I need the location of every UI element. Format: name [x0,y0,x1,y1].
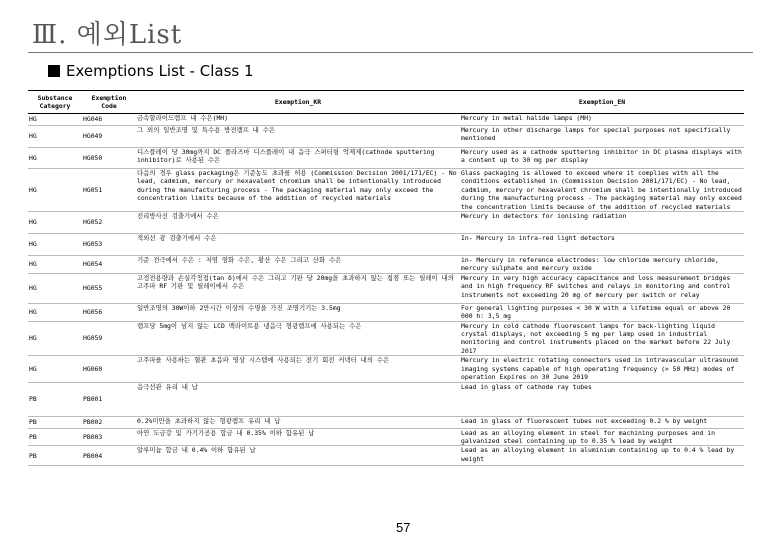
square-bullet-icon [48,65,60,77]
cell-exemption-code: HG060 [82,356,136,382]
cell-exemption-en: Mercury in metal halide lamps (MH) [460,114,744,126]
header-substance-category: Substance Category [28,91,82,114]
cell-exemption-code: HG049 [82,126,136,148]
cell-exemption-en: In- Mercury in infra-red light detectors [460,234,744,256]
cell-exemption-kr: 그 외의 일반조명 및 특수용 방전램프 내 수은 [136,126,460,148]
cell-exemption-kr: 음극선관 유리 내 납 [136,382,460,416]
cell-substance-category: PB [28,416,82,428]
cell-substance-category: HG [28,234,82,256]
title-divider [28,52,753,53]
table-row [28,428,744,446]
cell-exemption-code: HG055 [82,273,136,303]
cell-substance-category: HG [28,114,82,126]
cell-substance-category: PB [28,446,82,466]
cell-exemption-kr: 적외선 광 검출기에서 수은 [136,234,460,256]
table-row [28,256,744,274]
table-row [28,169,744,212]
cell-exemption-en: Lead in glass of fluorescent tubes not exceeding 0.2 % by weight [460,416,744,428]
cell-exemption-kr: 0.2%미만을 초과하지 않는 형광램프 유리 내 납 [136,416,460,428]
cell-exemption-kr: 기준 전극에서 수은 : 저염 염화 수은, 황산 수은 그리고 산화 수은 [136,256,460,274]
cell-substance-category: HG [28,256,82,274]
cell-exemption-en: Lead in glass of cathode ray tubes [460,382,744,416]
cell-substance-category: HG [28,126,82,148]
cell-exemption-code: PB004 [82,446,136,466]
table-row [28,356,744,382]
cell-substance-category: HG [28,212,82,234]
cell-exemption-code: HG046 [82,114,136,126]
table-row [28,114,744,126]
subtitle-text: Exemptions List - Class 1 [66,62,254,80]
table-row [28,321,744,356]
cell-substance-category: HG [28,148,82,169]
cell-exemption-code: PB003 [82,428,136,446]
cell-exemption-kr: 고정전용량과 손실각정접(tan δ)에서 수은 그리고 기판 당 20mg을 초과하지 않는 접점 또는 릴레이 내의 고주파 RF 기판 및 릴레이에서 수은 [136,273,460,303]
table-header-row [28,91,744,114]
cell-exemption-kr: 전리방사선 검출기에서 수은 [136,212,460,234]
cell-exemption-en: Lead as an alloying element in steel for machining purposes and in galvanized steel containing up to 0.35 % lead by weight [460,428,744,446]
cell-exemption-kr: 다음의 경우 glass packaging은 기준농도 초과를 허용 (Commission Decision 2001/171/EC) - No lead, cadmium, mercury or hexavalent chromium shall be intentionally introduced during the manufacturing process - The packaging material may only exceed the concentration limits because of the addition of recycled materials [136,169,460,212]
cell-exemption-code: HG059 [82,321,136,356]
cell-substance-category: HG [28,273,82,303]
cell-exemption-en: Mercury in other discharge lamps for special purposes not specifically mentioned [460,126,744,148]
cell-exemption-kr: 램프당 5mg이 넘지 않는 LCD 백라이트용 냉음극 형광램프에 사용되는 수은 [136,321,460,356]
cell-exemption-en: Glass packaging is allowed to exceed where it complies with all the conditions established in (Commission Decision 2001/171/EC) - No lead, cadmium, mercury or hexavalent chromium shall be intentionally introduced during the manufacturing process - The packaging material may only exceed the concentration limits because of the addition of recycled materials [460,169,744,212]
table-row [28,273,744,303]
cell-exemption-kr: 알루미늄 합금 내 0.4% 이하 함유된 납 [136,446,460,466]
cell-substance-category: HG [28,169,82,212]
cell-exemption-kr: 고주파를 사용하는 혈관 초음파 영상 시스템에 사용되는 전기 회전 커넥터 내의 수은 [136,356,460,382]
cell-exemption-code: HG051 [82,169,136,212]
table-row [28,234,744,256]
cell-substance-category: HG [28,356,82,382]
cell-exemption-en: Mercury in very high accuracy capacitance and loss measurement bridges and in high frequency RF switches and relays in monitoring and control instruments not exceeding 20 mg of mercury per switch or relay [460,273,744,303]
table-row [28,148,744,169]
cell-substance-category: HG [28,321,82,356]
cell-exemption-code: HG054 [82,256,136,274]
cell-exemption-en: Mercury in electric rotating connectors used in intravascular ultrasound imaging systems capable of high operating frequency (> 50 MHz) modes of operation Expires on 30 June 2019 [460,356,744,382]
cell-exemption-en: Mercury in detectors for ionising radiation [460,212,744,234]
table-row [28,446,744,466]
table-row [28,303,744,321]
cell-exemption-kr: 금속할라이드램프 내 수은(MH) [136,114,460,126]
table-row [28,212,744,234]
cell-exemption-en: For general lighting purposes < 30 W with a lifetime equal or above 20 000 h: 3,5 mg [460,303,744,321]
page-number: 57 [396,520,411,535]
section-subtitle [48,62,254,80]
cell-exemption-kr: 일반조명의 30W이하 2만시간 이상의 수명을 가진 조명기기는 3.5mg [136,303,460,321]
table-row [28,382,744,416]
cell-exemption-en: Lead as an alloying element in aluminium containing up to 0.4 % lead by weight [460,446,744,466]
header-exemption-en: Exemption_EN [460,91,744,114]
table-row [28,416,744,428]
cell-exemption-code: PB002 [82,416,136,428]
cell-substance-category: PB [28,382,82,416]
cell-exemption-kr: 아연 도금강 및 가기기공용 합금 내 0.35% 이하 함유된 납 [136,428,460,446]
table-row [28,126,744,148]
cell-substance-category: HG [28,303,82,321]
cell-exemption-code: HG050 [82,148,136,169]
cell-exemption-en: Mercury in cold cathode fluorescent lamps for back-lighting liquid crystal displays, not exceeding 5 mg per lamp used in industrial monitoring and control instruments placed on the market before 22 July 2017 [460,321,744,356]
cell-substance-category: PB [28,428,82,446]
cell-exemption-kr: 디스플레이 당 30mg까지 DC 플라즈마 디스플레이 내 음극 스퍼터링 억제제(cathode sputtering inhibitor)로 사용된 수은 [136,148,460,169]
cell-exemption-code: HG056 [82,303,136,321]
cell-exemption-en: Mercury used as a cathode sputtering inhibitor in DC plasma displays with a content up to 30 mg per display [460,148,744,169]
cell-exemption-code: HG052 [82,212,136,234]
cell-exemption-code: PB001 [82,382,136,416]
cell-exemption-en: in- Mercury in reference electrodes: low chloride mercury chloride, mercury sulphate and mercury oxide [460,256,744,274]
header-exemption-kr: Exemption_KR [136,91,460,114]
page-title: Ⅲ. 예외List [32,20,183,50]
cell-exemption-code: HG053 [82,234,136,256]
exemptions-table [28,90,744,466]
header-exemption-code: Exemption Code [82,91,136,114]
